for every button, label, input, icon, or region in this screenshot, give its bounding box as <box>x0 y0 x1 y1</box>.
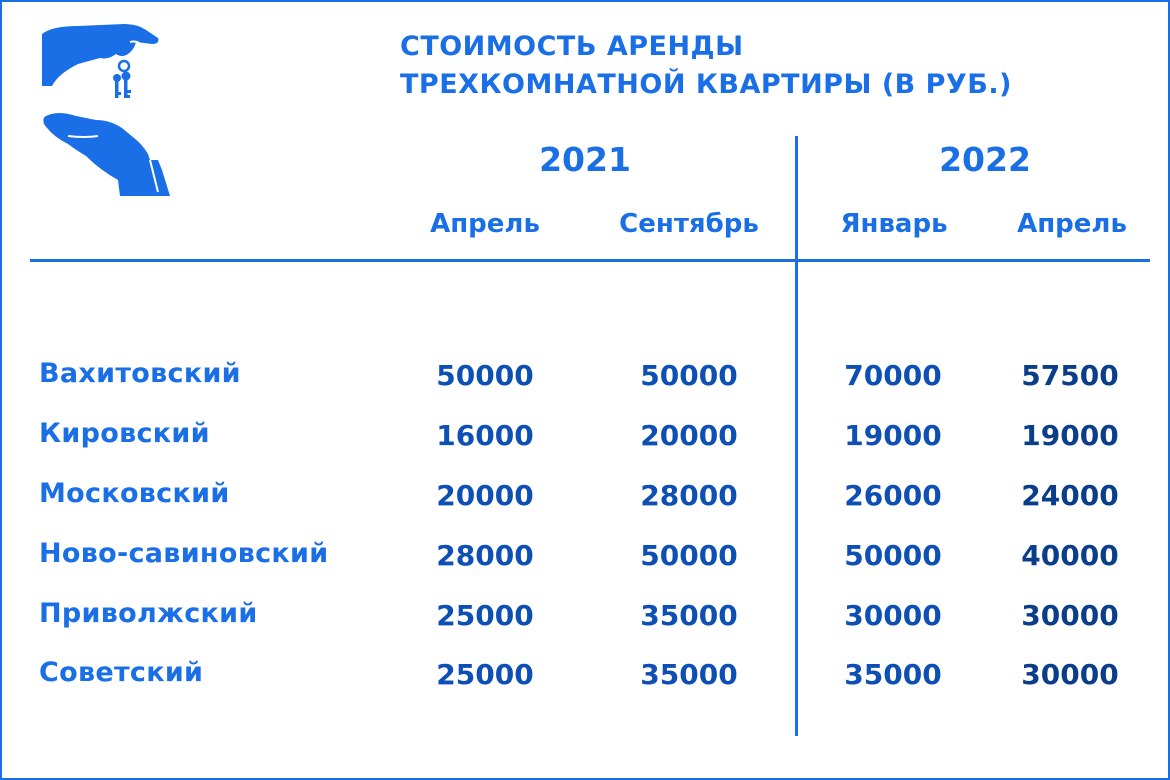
price-cell: 35000 <box>640 658 738 691</box>
price-cell: 19000 <box>844 419 942 452</box>
table-row <box>2 653 1170 701</box>
column-header-september-2021: Сентябрь <box>619 209 759 239</box>
price-cell: 20000 <box>436 479 534 512</box>
chart-title <box>400 28 1012 104</box>
header-divider <box>30 259 1150 262</box>
district-label: Приволжский <box>39 598 258 629</box>
column-header-january-2022: Январь <box>840 209 948 239</box>
title-line-2: ТРЕХКОМНАТНОЙ КВАРТИРЫ (В РУБ.) <box>400 69 1012 100</box>
price-cell: 30000 <box>1021 658 1119 691</box>
district-label: Советский <box>39 657 204 688</box>
price-cell: 25000 <box>436 599 534 632</box>
price-cell: 50000 <box>844 539 942 572</box>
year-header-2022: 2022 <box>939 140 1031 179</box>
price-cell: 40000 <box>1021 539 1119 572</box>
title-line-1: СТОИМОСТЬ АРЕНДЫ <box>400 31 744 62</box>
price-cell: 24000 <box>1021 479 1119 512</box>
hands-passing-keys-icon <box>38 20 174 200</box>
table-row <box>2 354 1170 402</box>
price-cell: 70000 <box>844 359 942 392</box>
column-header-april-2022: Апрель <box>1017 209 1127 239</box>
price-cell: 19000 <box>1021 419 1119 452</box>
table-row <box>2 474 1170 522</box>
price-cell: 50000 <box>436 359 534 392</box>
table-row <box>2 594 1170 642</box>
district-label: Вахитовский <box>39 358 241 389</box>
price-cell: 26000 <box>844 479 942 512</box>
price-cell: 25000 <box>436 658 534 691</box>
district-label: Ново-савиновский <box>39 538 329 569</box>
price-cell: 35000 <box>844 658 942 691</box>
price-cell: 35000 <box>640 599 738 632</box>
price-cell: 20000 <box>640 419 738 452</box>
price-cell: 50000 <box>640 359 738 392</box>
year-header-2021: 2021 <box>539 140 631 179</box>
price-cell: 50000 <box>640 539 738 572</box>
price-cell: 30000 <box>1021 599 1119 632</box>
table-row <box>2 534 1170 582</box>
district-label: Московский <box>39 478 230 509</box>
price-cell: 16000 <box>436 419 534 452</box>
district-label: Кировский <box>39 418 210 449</box>
column-header-april-2021: Апрель <box>430 209 540 239</box>
price-cell: 57500 <box>1021 359 1119 392</box>
price-cell: 28000 <box>436 539 534 572</box>
price-cell: 28000 <box>640 479 738 512</box>
price-cell: 30000 <box>844 599 942 632</box>
table-row <box>2 414 1170 462</box>
